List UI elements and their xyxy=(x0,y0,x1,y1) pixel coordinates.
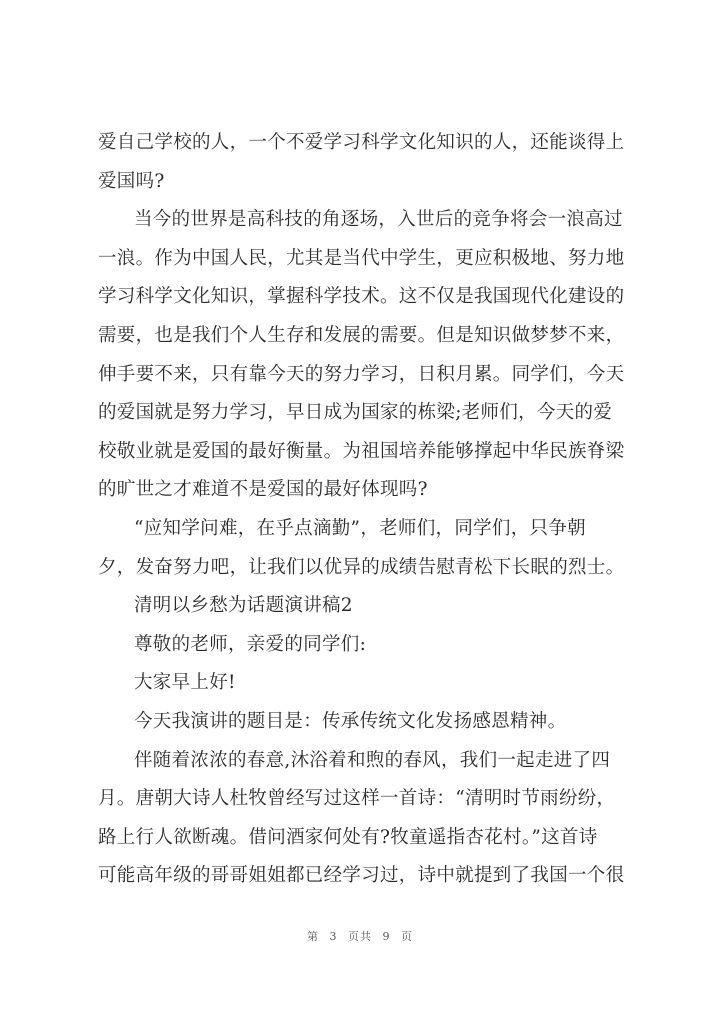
total-pages-number: 9 xyxy=(382,930,391,943)
salutation: 尊敬的老师，亲爱的同学们: xyxy=(134,633,367,655)
text-line: 需要，也是我们个人生存和发展的需要。但是知识做梦梦不来， xyxy=(98,324,625,346)
text-line: 路上行人欲断魂。借问酒家何处有?牧童遥指杏花村。”这首诗 xyxy=(98,826,598,848)
greeting: 大家早上好! xyxy=(134,672,236,694)
text-line: 校敬业就是爱国的最好衡量。为祖国培养能够撑起中华民族脊梁 xyxy=(98,440,625,462)
text-line: 爱国吗? xyxy=(98,170,165,192)
page-suffix: 页 xyxy=(401,930,413,943)
text-line: 可能高年级的哥哥姐姐都已经学习过，诗中就提到了我国一个很 xyxy=(98,865,625,887)
paragraph-start-line: 当今的世界是高科技的角逐场，入世后的竞争将会一浪高过 xyxy=(134,209,623,231)
text-line: 月。唐朝大诗人杜牧曾经写过这样一首诗：“清明时节雨纷纷， xyxy=(98,788,616,810)
text-line: 一浪。作为中国人民，尤其是当代中学生，更应积极地、努力地 xyxy=(98,247,625,269)
text-line: 夕，发奋努力吧，让我们以优异的成绩告慰青松下长眠的烈士。 xyxy=(98,556,625,578)
current-page-number: 3 xyxy=(329,930,338,943)
paragraph-start-line: 伴随着浓浓的春意,沐浴着和煦的春风，我们一起走进了四 xyxy=(134,749,611,771)
text-line: 伸手要不来，只有靠今天的努力学习，日积月累。同学们，今天 xyxy=(98,363,625,385)
section-title: 清明以乡愁为话题演讲稿2 xyxy=(134,595,353,617)
text-line: 学习科学文化知识，掌握科学技术。这不仅是我国现代化建设的 xyxy=(98,286,625,308)
page-middle: 页共 xyxy=(348,930,372,943)
text-line: 的爱国就是努力学习，早日成为国家的栋梁;老师们，今天的爱 xyxy=(98,402,613,424)
speech-topic: 今天我演讲的题目是：传承传统文化发扬感恩精神。 xyxy=(134,710,567,732)
paragraph-start-line: “应知学问难，在乎点滴勤”，老师们，同学们，只争朝 xyxy=(134,517,586,539)
page-number-footer xyxy=(0,928,720,944)
document-body xyxy=(98,124,638,896)
page-prefix: 第 xyxy=(307,930,319,943)
text-line: 的旷世之才难道不是爱国的最好体现吗? xyxy=(98,479,428,501)
text-line: 爱自己学校的人，一个不爱学习科学文化知识的人，还能谈得上 xyxy=(98,132,625,153)
